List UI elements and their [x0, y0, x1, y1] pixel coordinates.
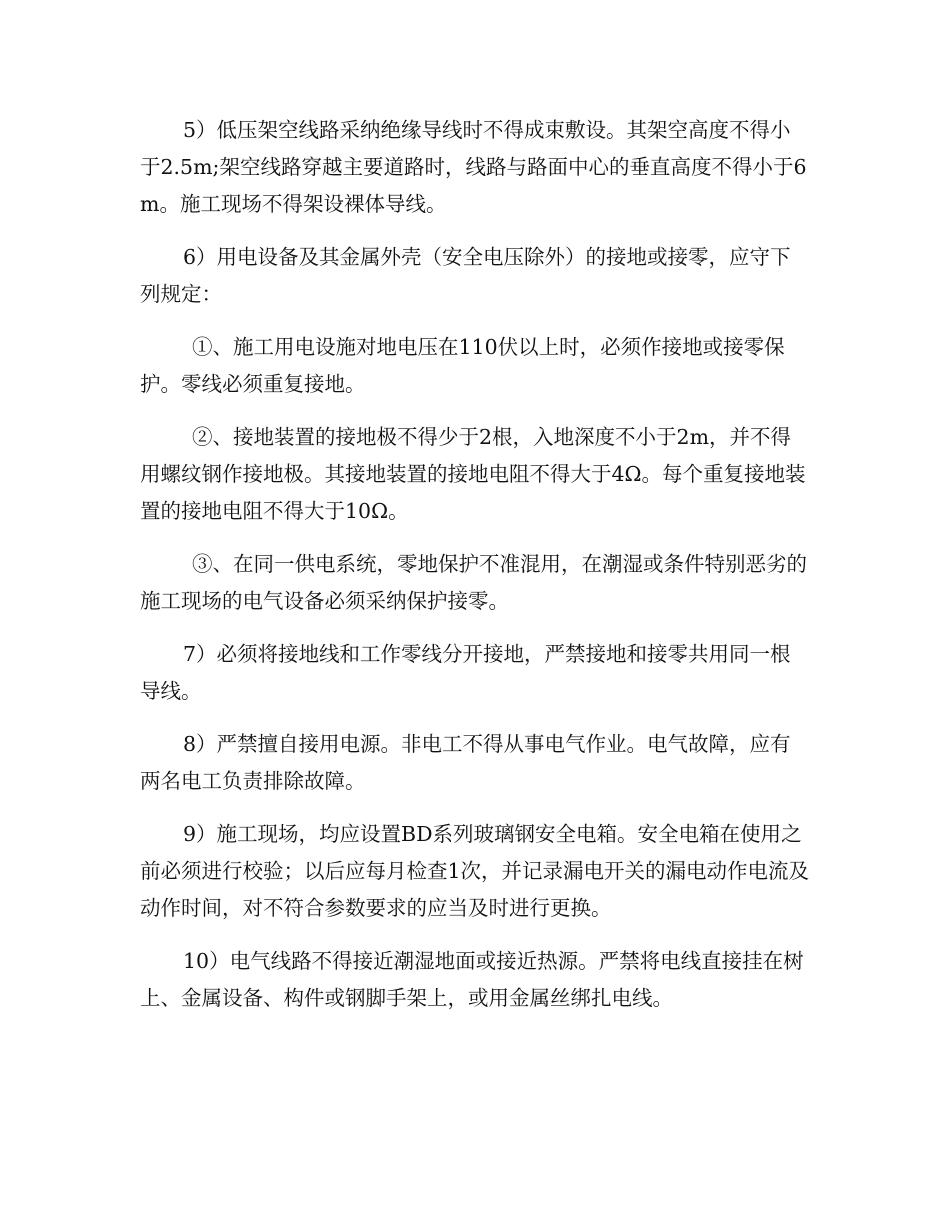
paragraph-subitem-2: ②、接地装置的接地极不得少于2根，入地深度不小于2m，并不得用螺纹钢作接地极。其接地装置的接地电阻不得大于4Ω。每个重复接地装置的接地电阻不得大于10Ω。: [140, 425, 806, 523]
paragraph-item-8: 8）严禁擅自接用电源。非电工不得从事电气作业。电气故障，应有两名电工负责排除故障。: [140, 732, 791, 793]
document-body: [140, 112, 810, 1033]
paragraph-item-6: 6）用电设备及其金属外壳（安全电压除外）的接地或接零，应守下列规定：: [140, 245, 791, 306]
paragraph-item-5: 5）低压架空线路采纳绝缘导线时不得成束敷设。其架空高度不得小于2.5m;架空线路穿越主要道路时，线路与路面中心的垂直高度不得小于6m。施工现场不得架设裸体导线。: [140, 118, 807, 216]
paragraph-subitem-3: ③、在同一供电系统，零地保护不准混用，在潮湿或条件特别恶劣的施工现场的电气设备必须采纳保护接零。: [140, 552, 807, 613]
paragraph-item-9: 9）施工现场，均应设置BD系列玻璃钢安全电箱。安全电箱在使用之前必须进行校验；以后应每月检查1次，并记录漏电开关的漏电动作电流及动作时间，对不符合参数要求的应当及时进行更换。: [140, 822, 810, 920]
paragraph-subitem-1: ①、施工用电设施对地电压在110伏以上时，必须作接地或接零保护。零线必须重复接地。: [140, 335, 785, 396]
paragraph-item-10: 10）电气线路不得接近潮湿地面或接近热源。严禁将电线直接挂在树上、金属设备、构件或钢脚手架上，或用金属丝绑扎电线。: [140, 949, 804, 1010]
paragraph-item-7: 7）必须将接地线和工作零线分开接地，严禁接地和接零共用同一根导线。: [140, 642, 791, 703]
